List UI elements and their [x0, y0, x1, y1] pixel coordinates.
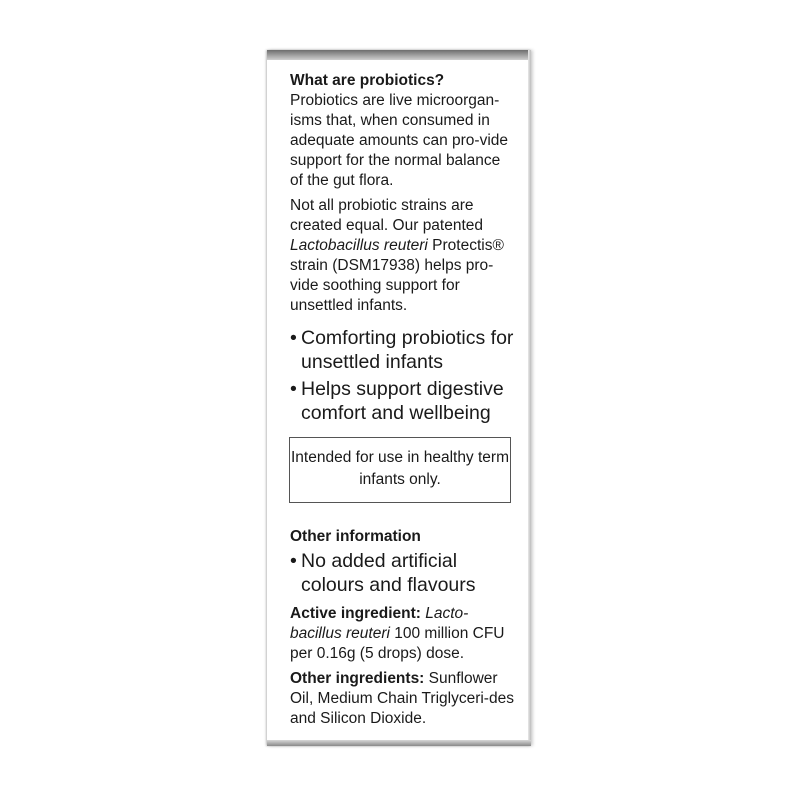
active-ingredient	[290, 604, 515, 664]
panel-content	[290, 71, 515, 729]
strain-text-b: Protectis® strain (DSM17938) helps pro-vide soothing support for unsettled infants.	[290, 237, 504, 314]
benefit-text: Comforting probiotics for unsettled infants	[301, 327, 514, 373]
list-item	[290, 549, 515, 597]
other-ingredients-label: Other ingredients:	[290, 670, 425, 687]
usage-notice-box: Intended for use in healthy term infants only.	[289, 437, 511, 503]
probiotics-heading: What are probiotics?	[290, 72, 445, 89]
strain-text-a: Not all probiotic strains are created equal. Our patented	[290, 197, 484, 234]
box-bottom-edge	[267, 740, 531, 746]
other-info-text: No added artificial colours and flavours	[301, 550, 476, 596]
list-item	[290, 377, 515, 425]
benefit-list	[290, 326, 515, 425]
active-ingredient-species: Lacto-bacillus reuteri	[290, 605, 469, 642]
bullet-dot: •	[290, 378, 297, 400]
list-item	[290, 326, 515, 374]
other-info-heading: Other information	[290, 528, 421, 545]
other-info-list	[290, 549, 515, 597]
active-ingredient-value: 100 million CFU per 0.16g (5 drops) dose.	[290, 625, 505, 662]
benefit-text: Helps support digestive comfort and wellbeing	[301, 378, 504, 424]
box-side-panel	[267, 50, 531, 746]
strain-description	[290, 196, 515, 316]
other-ingredients	[290, 669, 515, 729]
active-ingredient-label: Active ingredient:	[290, 605, 421, 622]
bullet-dot: •	[290, 550, 297, 572]
box-top-edge	[267, 50, 531, 60]
box-right-edge	[528, 50, 531, 746]
strain-species: Lactobacillus reuteri	[290, 237, 428, 254]
other-ingredients-value: Sunflower Oil, Medium Chain Triglyceri-des and Silicon Dioxide.	[290, 670, 514, 727]
probiotics-description: Probiotics are live microorgan-isms that, when consumed in adequate amounts can pro-vide support for the normal balance of the gut flora.	[290, 92, 509, 189]
bullet-dot: •	[290, 327, 297, 349]
